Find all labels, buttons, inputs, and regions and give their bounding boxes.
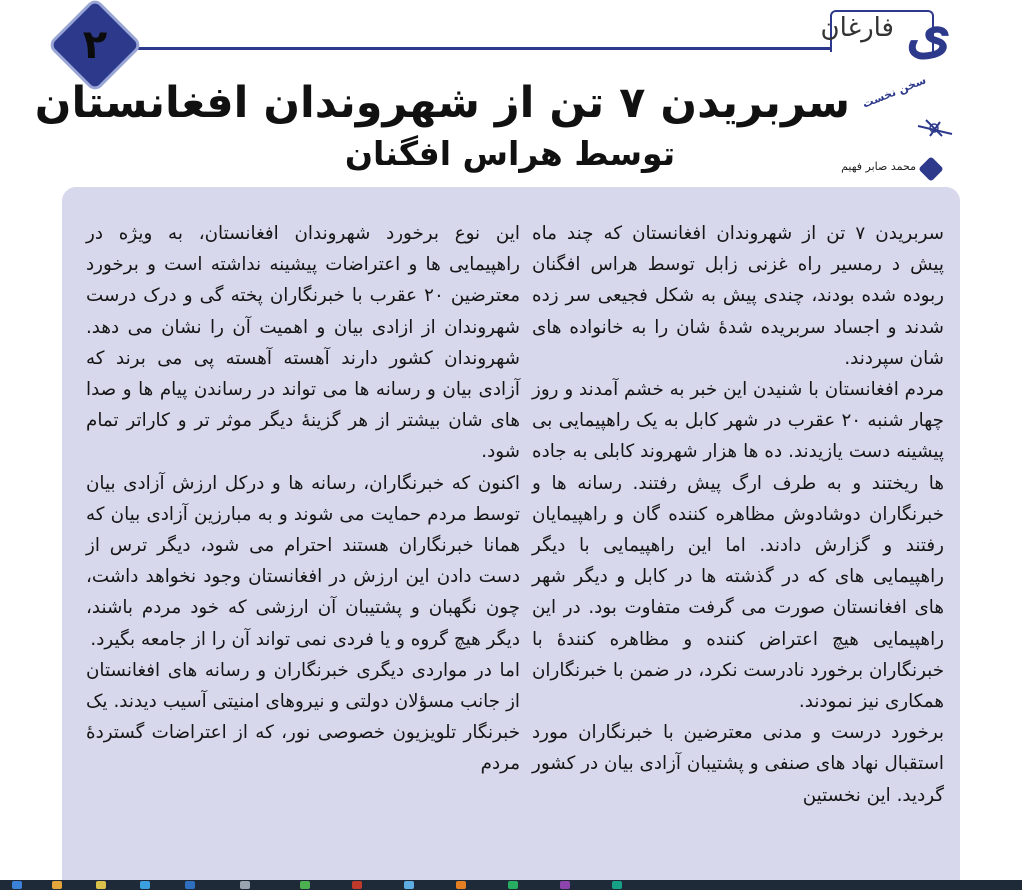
paragraph: این نوع برخورد شهروندان افغانستان، به ویژه در راهپیمایی ها و اعتراضات پیشینه نداشته است و برخورد معترضین ۲۰ عقرب با خبرنگاران پخته گی و درک درست شهروندان از ازادی بیان و اهمیت آن را نشان می دهد. شهروندان کشور دارند آهسته آهسته پی می برند که آزادی بیان و رسانه ها می تواند در رساندن پیام ها و صدا های شان بیشتر از هر گزینۀ دیگر موثر تر و کاراتر تمام شود. <box>86 223 520 463</box>
header-rule <box>95 47 934 50</box>
paragraph: سربریدن ۷ تن از شهروندان افغانستان که چند ماه پیش د رمسیر راه غزنی زابل توسط هراس افگنان ربوده شده بودند، چندی پیش به شکل فجیعی سر زده شدند و اجساد سربریده شدۀ شان را به خانواده های شان سپردند. <box>532 223 944 369</box>
start-icon[interactable] <box>12 881 22 889</box>
app-icon[interactable] <box>185 881 195 889</box>
author-bullet-icon <box>918 156 943 181</box>
article-column-right <box>532 218 944 811</box>
article-column-left <box>86 218 520 780</box>
section-name: فارغان <box>820 13 894 43</box>
section-logo: ی <box>906 0 952 65</box>
paragraph: مردم افغانستان با شنیدن این خبر به خشم آمدند و روز چهار شنبه ۲۰ عقرب در شهر کابل به یک راهپیمایی بی پیشینه دست یازیدند. ده ها هزار شهروند کابلی به جاده ها ریختند و به طرف ارگ پیش رفتند. رسانه ها و خبرنگاران دوشادوش مظاهره کننده گان و راهپیمایان رفتند و گزارش دادند. اما این راهپیمایی با دیگر راهپیمایی های که در گذشته ها در کابل و دیگر شهر های افغانستان صورت می گرفت متفاوت بود. در این راهپیمایی هیچ اعتراض کننده و مظاهره کنندۀ با خبرنگاران برخورد نادرست نکرد، در ضمن با خبرنگاران همکاری نیز نمودند. <box>532 379 944 713</box>
paragraph: برخورد درست و مدنی معترضین با خبرنگاران مورد استقبال نهاد های صنفی و پشتیبان آزادی بیان در کشور گردید. این نخستین <box>532 722 944 806</box>
app-icon[interactable] <box>612 881 622 889</box>
app-icon[interactable] <box>456 881 466 889</box>
headline: سربریدن ۷ تن از شهروندان افغانستان <box>34 78 850 128</box>
paragraph: اکنون که خبرنگاران، رسانه ها و درکل ارزش آزادی بیان توسط مردم حمایت می شوند و به مبارزین آزادی بیان که همانا خبرنگاران هستند احترام می شود، دیگر ترس از دست دادن این ارزش در افغانستان وجود نخواهد داشت، چون نگهبان و پشتیبان آن ارزشی که خود مردم باشند، دیگر هیچ گروه و یا فردی نمی تواند آن را از جامعه بگیرد. <box>86 472 520 650</box>
folder-icon[interactable] <box>96 881 106 889</box>
app-icon[interactable] <box>352 881 362 889</box>
app-icon[interactable] <box>240 881 250 889</box>
subheadline: توسط هراس افگنان <box>344 134 676 173</box>
paragraph: اما در مواردی دیگری خبرنگاران و رسانه های افغانستان از جانب مسؤلان دولتی و نیروهای امنیتی آسیب دیدند. یک خبرنگار تلویزیون خصوصی نور، که از اعتراضات گستردۀ مردم <box>86 659 520 775</box>
page-number: ۲ <box>82 22 108 68</box>
app-icon[interactable] <box>52 881 62 889</box>
browser-icon[interactable] <box>140 881 150 889</box>
app-icon[interactable] <box>560 881 570 889</box>
author-name: محمد صابر فهیم <box>841 160 916 173</box>
app-icon[interactable] <box>508 881 518 889</box>
editorial-stamp: سخن نخست <box>860 73 928 111</box>
app-icon[interactable] <box>404 881 414 889</box>
app-icon[interactable] <box>300 881 310 889</box>
